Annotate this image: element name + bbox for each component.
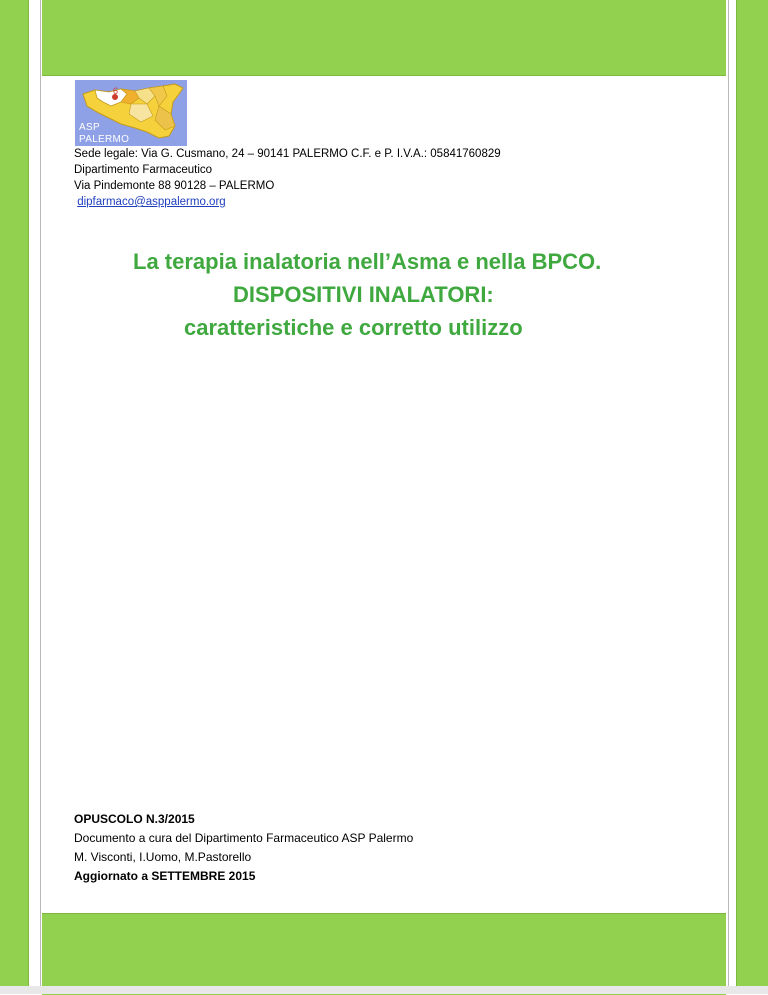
logo-number: 6	[113, 86, 119, 96]
email-link[interactable]: dipfarmaco@asppalermo.org	[77, 196, 226, 208]
legal-address: Sede legale: Via G. Cusmano, 24 – 90141 PALERMO C.F. e P. I.V.A.: 05841760829	[74, 148, 501, 160]
top-green-bar	[42, 0, 726, 76]
updated-date: Aggiornato a SETTEMBRE 2015	[74, 869, 256, 883]
title-line-3: caratteristiche e corretto utilizzo	[184, 315, 523, 340]
department-address: Via Pindemonte 88 90128 – PALERMO	[74, 180, 275, 192]
right-margin-line	[728, 0, 729, 994]
bottom-green-bar	[42, 913, 726, 995]
authors: M. Visconti, I.Uomo, M.Pastorello	[74, 850, 252, 864]
logo-line-palermo: PALERMO	[79, 134, 130, 145]
asp-palermo-logo	[75, 80, 187, 146]
left-green-bar	[0, 0, 29, 994]
letterhead	[74, 146, 501, 210]
title-line-2: DISPOSITIVI INALATORI:	[233, 282, 494, 307]
edited-by: Documento a cura del Dipartimento Farmaceutico ASP Palermo	[74, 831, 414, 845]
right-green-bar	[736, 0, 768, 994]
bottom-strip	[0, 986, 768, 994]
title-line-1: La terapia inalatoria nell’Asma e nella BPCO.	[133, 249, 602, 274]
left-margin-line	[40, 0, 41, 994]
booklet-number: OPUSCOLO N.3/2015	[74, 812, 195, 826]
logo-line-asp: ASP	[79, 122, 100, 133]
document-info	[74, 810, 413, 886]
department-name: Dipartimento Farmaceutico	[74, 164, 213, 176]
